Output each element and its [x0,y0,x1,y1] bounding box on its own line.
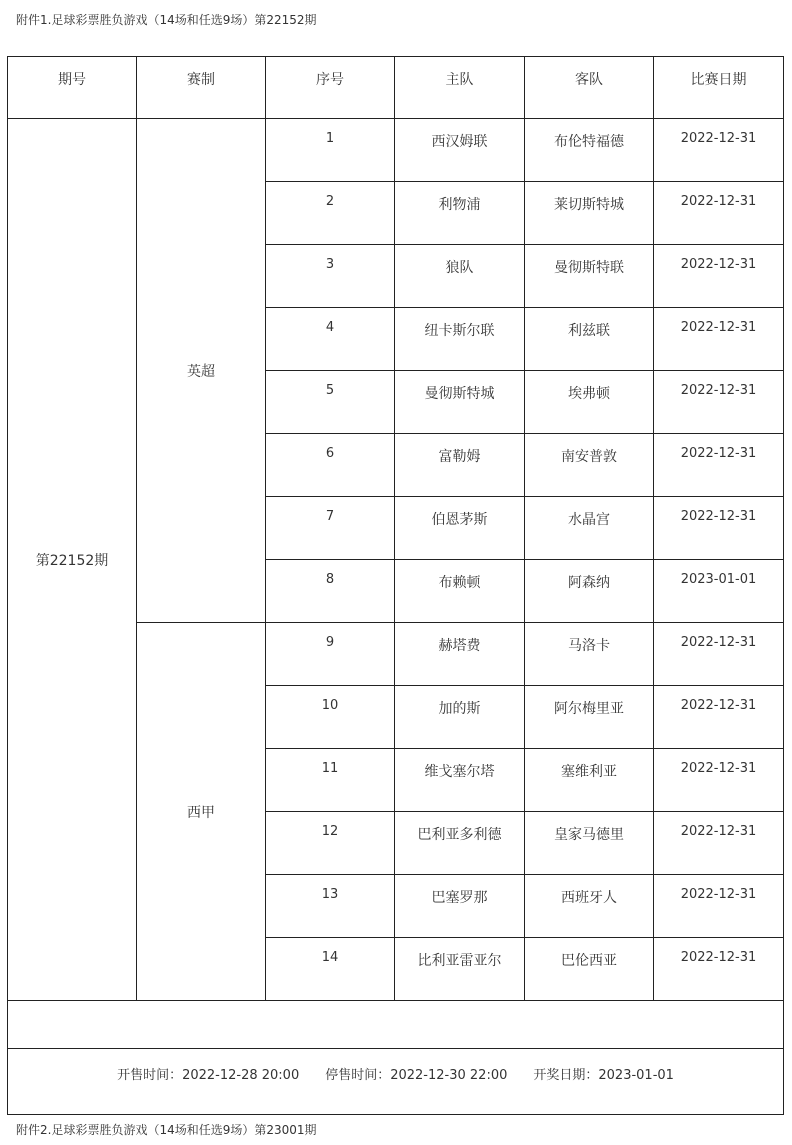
match-number: 4 [266,308,395,371]
match-date: 2022-12-31 [654,623,784,686]
match-date: 2022-12-31 [654,371,784,434]
match-table-body [8,119,784,1115]
match-date: 2022-12-31 [654,875,784,938]
away-team: 南安普敦 [525,434,654,497]
away-team: 水晶宫 [525,497,654,560]
header-row [8,57,784,119]
away-team: 利兹联 [525,308,654,371]
home-team: 巴利亚多利德 [395,812,525,875]
sale-stop-time: 停售时间：2022-12-30 22:00 [325,1068,508,1083]
match-date: 2022-12-31 [654,119,784,182]
away-team: 布伦特福德 [525,119,654,182]
match-date: 2023-01-01 [654,560,784,623]
match-date: 2022-12-31 [654,308,784,371]
home-team: 赫塔费 [395,623,525,686]
away-team: 曼彻斯特联 [525,245,654,308]
match-date: 2022-12-31 [654,749,784,812]
match-number: 7 [266,497,395,560]
match-number: 13 [266,875,395,938]
away-team: 马洛卡 [525,623,654,686]
attachment-2-caption: 附件2.足球彩票胜负游戏（14场和任选9场）第23001期 [16,1123,317,1137]
away-team: 埃弗顿 [525,371,654,434]
sale-start-time: 开售时间：2022-12-28 20:00 [117,1068,300,1083]
match-date: 2022-12-31 [654,182,784,245]
away-team: 巴伦西亚 [525,938,654,1001]
match-number: 6 [266,434,395,497]
match-number: 2 [266,182,395,245]
home-team: 西汉姆联 [395,119,525,182]
home-team: 维戈塞尔塔 [395,749,525,812]
home-team: 加的斯 [395,686,525,749]
match-date: 2022-12-31 [654,938,784,1001]
header-number: 序号 [266,57,395,119]
league-cell: 西甲 [137,623,266,1001]
header-match-date: 比赛日期 [654,57,784,119]
league-cell: 英超 [137,119,266,623]
home-team: 曼彻斯特城 [395,371,525,434]
match-number: 14 [266,938,395,1001]
draw-date: 开奖日期：2023-01-01 [533,1068,674,1083]
match-number: 9 [266,623,395,686]
home-team: 布赖顿 [395,560,525,623]
header-away-team: 客队 [525,57,654,119]
away-team: 西班牙人 [525,875,654,938]
match-number: 3 [266,245,395,308]
home-team: 比利亚雷亚尔 [395,938,525,1001]
match-number: 5 [266,371,395,434]
sale-info-cell [8,1049,784,1115]
match-date: 2022-12-31 [654,686,784,749]
period-cell: 第22152期 [8,119,137,1001]
match-schedule-table [7,56,784,1115]
header-league: 赛制 [137,57,266,119]
table-row [8,119,784,182]
home-team: 巴塞罗那 [395,875,525,938]
match-number: 8 [266,560,395,623]
header-period: 期号 [8,57,137,119]
home-team: 纽卡斯尔联 [395,308,525,371]
match-number: 1 [266,119,395,182]
away-team: 皇家马德里 [525,812,654,875]
match-date: 2022-12-31 [654,245,784,308]
away-team: 阿尔梅里亚 [525,686,654,749]
home-team: 伯恩茅斯 [395,497,525,560]
attachment-1-caption: 附件1.足球彩票胜负游戏（14场和任选9场）第22152期 [16,13,317,27]
away-team: 莱切斯特城 [525,182,654,245]
home-team: 利物浦 [395,182,525,245]
away-team: 阿森纳 [525,560,654,623]
match-number: 12 [266,812,395,875]
match-date: 2022-12-31 [654,812,784,875]
blank-cell [8,1001,784,1049]
blank-row [8,1001,784,1049]
home-team: 狼队 [395,245,525,308]
match-date: 2022-12-31 [654,434,784,497]
away-team: 塞维利亚 [525,749,654,812]
match-number: 10 [266,686,395,749]
header-home-team: 主队 [395,57,525,119]
match-date: 2022-12-31 [654,497,784,560]
sale-info-row [8,1049,784,1115]
home-team: 富勒姆 [395,434,525,497]
match-number: 11 [266,749,395,812]
